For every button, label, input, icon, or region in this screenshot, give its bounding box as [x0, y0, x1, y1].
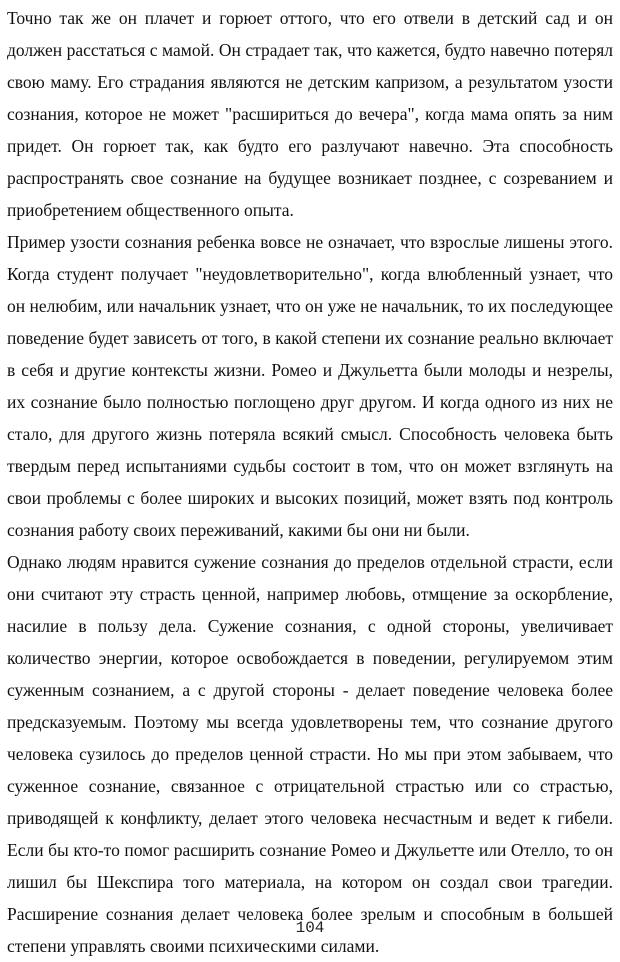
text-line: предсказуемым. Поэтому мы всегда удовлетворены тем, что сознание другого [7, 712, 613, 732]
text-line: приводящей к конфликту, делает этого человека несчастным и ведет к гибели. [7, 808, 613, 828]
text-line: распространять свое сознание на будущее возникает позднее, с созреванием и [7, 168, 613, 188]
text-line: свои проблемы с более широких и высоких позиций, может взять под контроль [7, 488, 613, 508]
text-line: сознания работу своих переживаний, какими бы они ни были. [7, 520, 470, 540]
text-line: лишил бы Шекспира того материала, на котором он создал свои трагедии. [7, 872, 613, 892]
text-line: насилие в пользу дела. Сужение сознания, с одной стороны, увеличивает [7, 616, 613, 636]
text-line: он нелюбим, или начальник узнает, что он уже не начальник, то их последующее [7, 296, 613, 316]
text-line: человека сузилось до пределов ценной страсти. Но мы при этом забываем, что [7, 744, 613, 764]
text-line: в себя и другие контексты жизни. Ромео и Джульетта были молоды и незрелы, [7, 360, 613, 380]
text-line: должен расстаться с мамой. Он страдает так, что кажется, будто навечно потерял [7, 40, 613, 60]
text-line: количество энергии, которое освобождается в поведении, регулируемом этим [7, 648, 613, 668]
text-line: придет. Он горюет так, как будто его разлучают навечно. Эта способность [7, 136, 613, 156]
text-line: Однако людям нравится сужение сознания до пределов отдельной страсти, если [7, 552, 613, 572]
text-line: Расширение сознания делает человека более зрелым и способным в большей [7, 904, 613, 924]
text-line: поведение будет зависеть от того, в какой степени их сознание реально включает [7, 328, 613, 348]
page-number: 104 [295, 919, 325, 937]
text-line: Пример узости сознания ребенка вовсе не означает, что взрослые лишены этого. [7, 232, 613, 252]
body-text [7, 2, 613, 962]
text-line: их сознание было полностью поглощено друг другом. И когда одного из них не [7, 392, 613, 412]
text-line: они считают эту страсть ценной, например любовь, отмщение за оскорбление, [7, 584, 613, 604]
text-line: стало, для другого жизнь потеряла всякий смысл. Способность человека быть [7, 424, 613, 444]
text-line: приобретением общественного опыта. [7, 200, 294, 220]
text-line: Если бы кто-то помог расширить сознание Ромео и Джульетте или Отелло, то он [7, 840, 613, 860]
text-line: Когда студент получает "неудовлетворительно", когда влюбленный узнает, что [7, 264, 613, 284]
text-line: твердым перед испытаниями судьбы состоит в том, что он может взглянуть на [7, 456, 613, 476]
text-line: степени управлять своими психическими силами. [7, 936, 380, 956]
text-line: сознания, которое не может "расшириться до вечера", когда мама опять за ним [7, 104, 613, 124]
text-line: суженным сознанием, а с другой стороны - делает поведение человека более [7, 680, 613, 700]
text-line: свою маму. Его страдания являются не детским капризом, а результатом узости [7, 72, 613, 92]
text-line: Точно так же он плачет и горюет оттого, что его отвели в детский сад и он [7, 8, 613, 28]
text-line: суженное сознание, связанное с отрицательной страстью или со страстью, [7, 776, 613, 796]
